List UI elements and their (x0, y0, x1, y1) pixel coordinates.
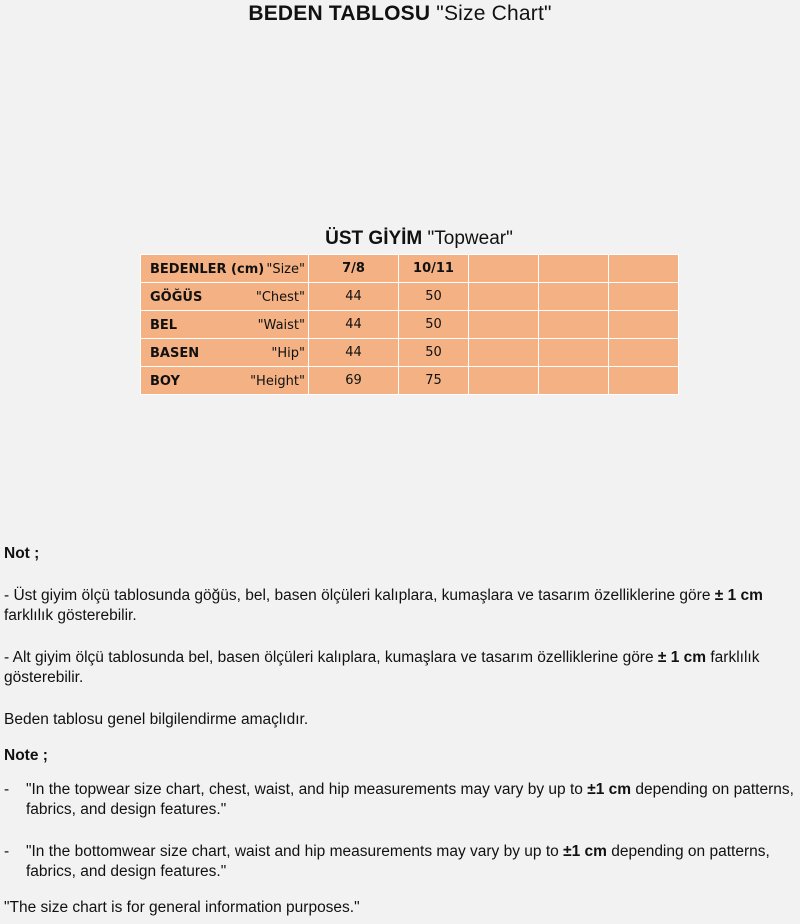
empty-cell (469, 311, 539, 339)
label-tr: BOY (150, 374, 180, 389)
label-tr: BEDENLER (cm) (150, 262, 265, 277)
empty-cell (609, 339, 679, 367)
en-note-1-text: "In the topwear size chart, chest, waist, and hip measurements may vary by up to (26, 781, 588, 798)
tr-note-2 (4, 648, 800, 688)
cell: 69 (309, 367, 399, 395)
empty-cell (609, 255, 679, 283)
tr-note-1-bold: ± 1 cm (714, 587, 763, 604)
cell: 50 (399, 283, 469, 311)
cell: 7/8 (309, 255, 399, 283)
table-row (141, 311, 679, 339)
cell: 10/11 (399, 255, 469, 283)
row-label (141, 283, 309, 311)
empty-cell (539, 255, 609, 283)
en-note-1-bold: ±1 cm (587, 781, 632, 798)
empty-cell (469, 255, 539, 283)
empty-cell (539, 367, 609, 395)
label-en: "Hip" (271, 346, 305, 361)
row-label (141, 339, 309, 367)
en-note-2 (4, 842, 800, 882)
title-bold: BEDEN TABLOSU (248, 2, 431, 25)
empty-cell (469, 339, 539, 367)
notes-section (4, 544, 800, 918)
size-chart-table (140, 254, 679, 395)
tr-note-2-text: - Alt giyim ölçü tablosunda bel, basen ölçüleri kalıplara, kumaşlara ve tasarım özelliklerine göre (4, 649, 658, 666)
tr-note-2-bold: ± 1 cm (657, 649, 707, 666)
empty-cell (469, 367, 539, 395)
table-row (141, 283, 679, 311)
cell: 44 (309, 283, 399, 311)
bullet-dash: - (4, 843, 10, 860)
bullet-dash: - (4, 781, 10, 798)
empty-cell (609, 311, 679, 339)
empty-cell (609, 367, 679, 395)
label-en: "Height" (250, 374, 305, 389)
table-title-bold: ÜST GİYİM (325, 228, 423, 249)
label-tr: BEL (150, 318, 178, 333)
cell: 44 (309, 339, 399, 367)
en-note-1 (4, 780, 800, 820)
note-heading: Note ; (4, 747, 48, 764)
en-note-3: "The size chart is for general information purposes." (4, 899, 360, 916)
table-row (141, 255, 679, 283)
en-note-1-end: depending on patterns, fabrics, and design features." (26, 781, 794, 818)
tr-note-3: Beden tablosu genel bilgilendirme amaçlıdır. (4, 711, 309, 728)
label-tr: BASEN (150, 346, 200, 361)
empty-cell (539, 339, 609, 367)
page-title (0, 2, 800, 26)
row-label (141, 367, 309, 395)
tr-note-1-text: - Üst giyim ölçü tablosunda göğüs, bel, basen ölçüleri kalıplara, kumaşlara ve tasarım özelliklerine göre (4, 587, 715, 604)
tr-note-1 (4, 586, 800, 626)
table-title (0, 228, 800, 250)
table-title-normal: "Topwear" (422, 228, 513, 249)
en-note-2-text: "In the bottomwear size chart, waist and hip measurements may vary by up to (26, 843, 564, 860)
table-row (141, 339, 679, 367)
label-tr: GÖĞÜS (150, 290, 203, 305)
tr-note-2-end: farklılık gösterebilir. (4, 649, 760, 686)
row-label (141, 255, 309, 283)
empty-cell (469, 283, 539, 311)
label-en: "Size" (266, 262, 305, 277)
en-note-2-bold: ±1 cm (563, 843, 607, 860)
tr-note-1-end: farklılık gösterebilir. (4, 607, 137, 624)
title-normal: "Size Chart" (430, 2, 552, 25)
not-heading: Not ; (4, 545, 40, 562)
cell: 50 (399, 339, 469, 367)
row-label (141, 311, 309, 339)
cell: 50 (399, 311, 469, 339)
en-note-2-end: depending on patterns, fabrics, and design features." (26, 843, 770, 880)
empty-cell (539, 283, 609, 311)
empty-cell (539, 311, 609, 339)
label-en: "Waist" (257, 318, 305, 333)
cell: 44 (309, 311, 399, 339)
label-en: "Chest" (255, 290, 305, 305)
cell: 75 (399, 367, 469, 395)
table-row (141, 367, 679, 395)
empty-cell (609, 283, 679, 311)
